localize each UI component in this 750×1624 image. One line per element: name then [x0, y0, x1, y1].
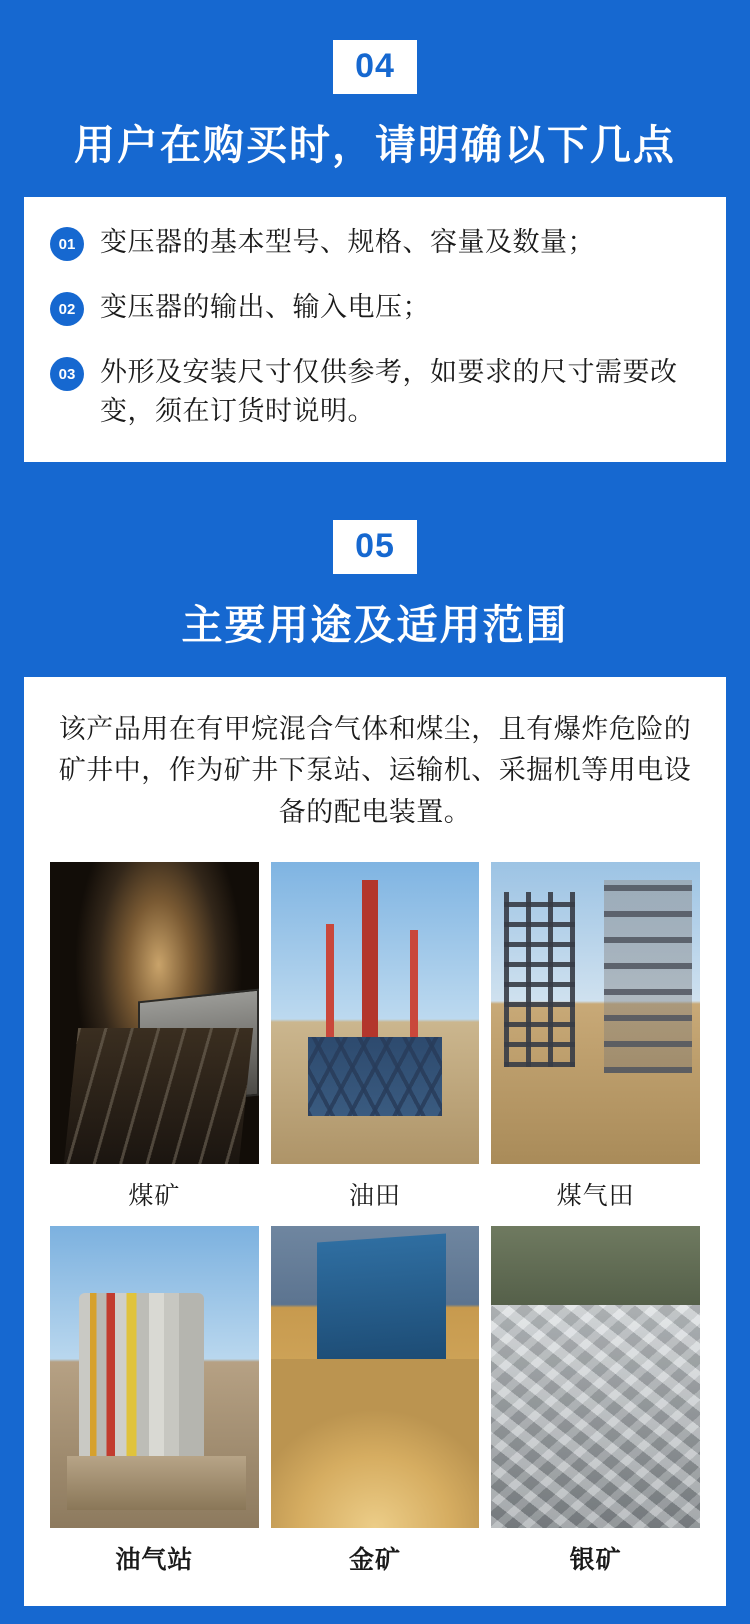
list-item-number: 01 [50, 227, 84, 261]
list-item [50, 353, 700, 431]
photo-caption: 油气站 [115, 1546, 194, 1575]
photo-oil-field [271, 862, 480, 1164]
photo-gold-mine-cell [271, 1226, 480, 1576]
application-photo-grid [50, 862, 700, 1576]
photo-oil-field-cell [271, 862, 480, 1212]
photo-coal-mine [50, 862, 259, 1164]
photo-caption: 煤气田 [556, 1182, 635, 1211]
section-04-title: 用户在购买时，请明确以下几点 [74, 122, 676, 168]
photo-caption: 煤矿 [128, 1182, 181, 1211]
photo-oil-gas-station-cell [50, 1226, 259, 1576]
photo-coal-mine-cell [50, 862, 259, 1212]
purchase-notes-list [50, 223, 700, 432]
purchase-notes-card [24, 197, 726, 462]
list-item-number: 03 [50, 357, 84, 391]
photo-caption: 油田 [348, 1182, 401, 1211]
photo-caption: 金矿 [348, 1546, 401, 1575]
photo-oil-gas-station [50, 1226, 259, 1528]
photo-silver-mine [491, 1226, 700, 1528]
list-item-text: 变压器的输出、输入电压； [100, 292, 430, 323]
photo-gas-field [491, 862, 700, 1164]
photo-gold-mine [271, 1226, 480, 1528]
section-05-header [0, 520, 750, 651]
section-05-title: 主要用途及适用范围 [181, 601, 569, 648]
excavator-shape-icon [613, 1349, 673, 1404]
list-item-text: 外形及安装尺寸仅供参考，如要求的尺寸需要改变，须在订货时说明。 [100, 357, 678, 427]
photo-caption: 银矿 [569, 1546, 622, 1575]
usage-scope-card [24, 677, 726, 1607]
photo-gas-field-cell [491, 862, 700, 1212]
list-item-number: 02 [50, 292, 84, 326]
photo-silver-mine-cell [491, 1226, 700, 1576]
list-item-text: 变压器的基本型号、规格、容量及数量； [100, 227, 595, 257]
list-item [50, 288, 700, 327]
section-04-header [0, 0, 750, 171]
list-item [50, 223, 700, 262]
section-05-badge: 05 [333, 520, 417, 574]
usage-description: 该产品用在有甲烷混合气体和煤尘，且有爆炸危险的矿井中，作为矿井下泵站、运输机、采掘机等用电设备的配电装置。 [58, 713, 692, 828]
section-04-badge: 04 [333, 40, 417, 94]
